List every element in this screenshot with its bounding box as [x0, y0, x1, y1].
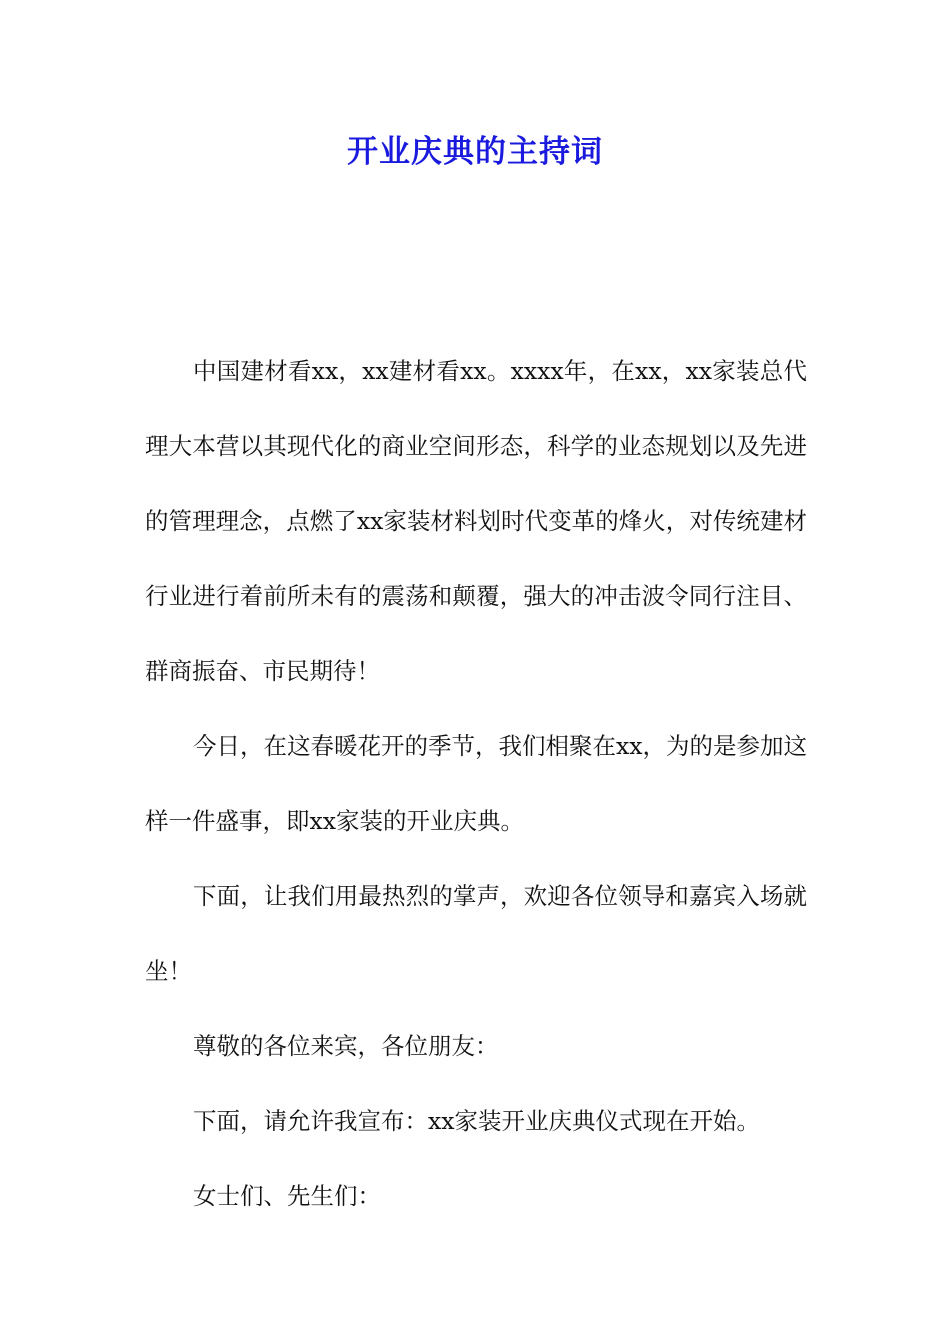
document-body — [145, 334, 807, 1234]
paragraph-gathering: 今日，在这春暖花开的季节，我们相聚在xx，为的是参加这样一件盛事，即xx家装的开业庆典。 — [145, 732, 808, 835]
paragraph-greeting: 尊敬的各位来宾，各位朋友： — [193, 1032, 499, 1060]
paragraph-welcome: 下面，让我们用最热烈的掌声，欢迎各位领导和嘉宾入场就坐！ — [145, 882, 807, 985]
paragraph-announcement: 下面，请允许我宣布：xx家装开业庆典仪式现在开始。 — [193, 1107, 761, 1135]
paragraph-intro: 中国建材看xx，xx建材看xx。xxxx年，在xx，xx家装总代理大本营以其现代化的商业空间形态，科学的业态规划以及先进的管理理念，点燃了xx家装材料划时代变革的烽火，对传统建材行业进行着前所未有的震荡和颠覆，强大的冲击波令同行注目、群商振奋、市民期待！ — [145, 357, 807, 685]
paragraph-address: 女士们、先生们： — [193, 1182, 381, 1210]
document-title: 开业庆典的主持词 — [347, 134, 603, 170]
